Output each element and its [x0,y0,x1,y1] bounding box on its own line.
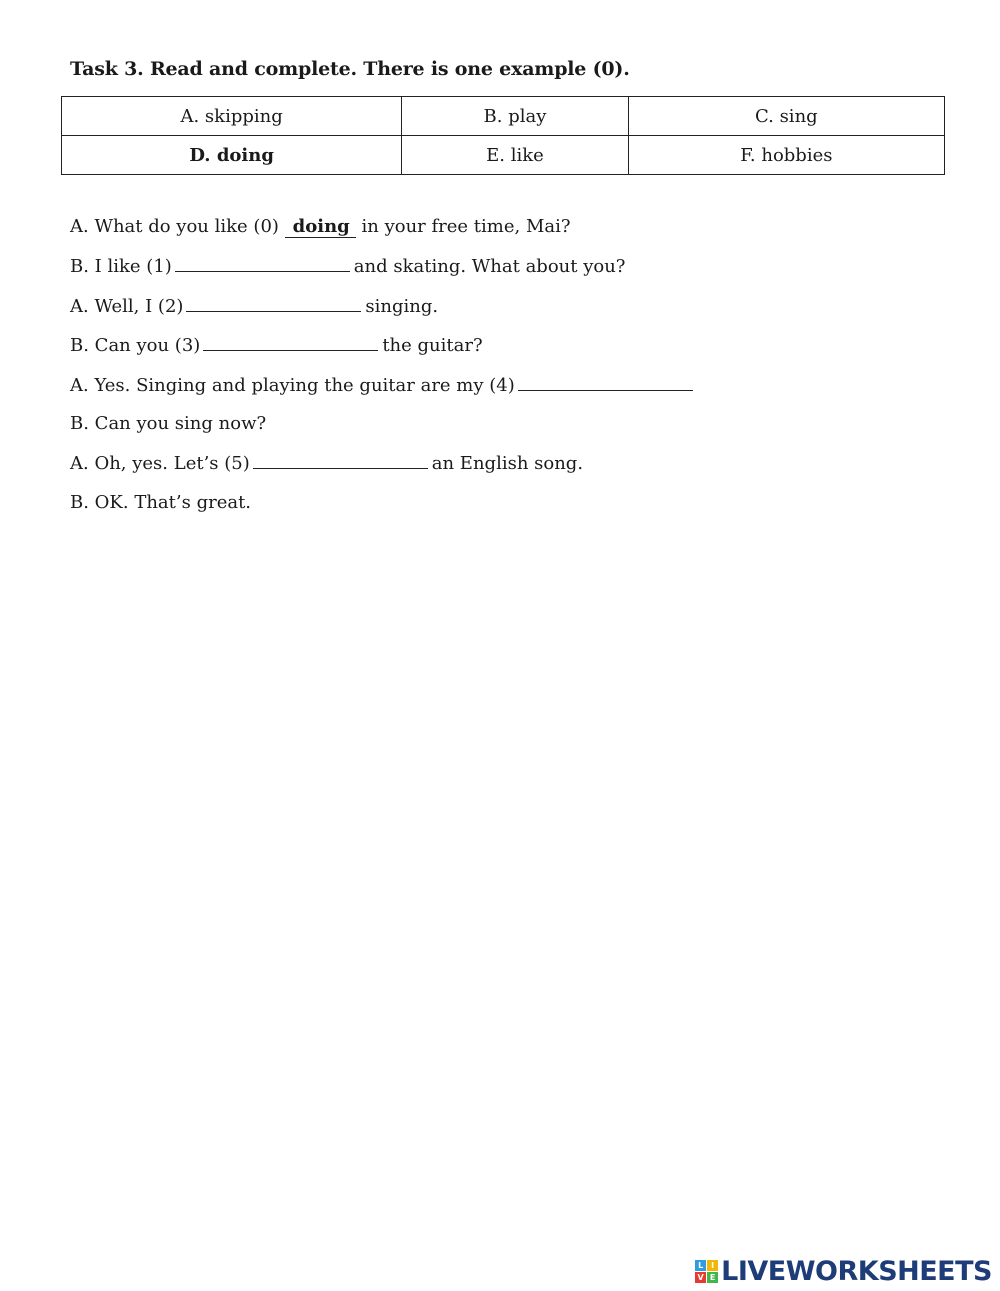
answer-blank-3[interactable] [203,332,378,351]
dialog-text: in your free time, Mai? [361,216,571,237]
word-option-f: F. hobbies [628,136,944,175]
badge-letter: E [707,1272,718,1283]
word-box-table [61,96,945,175]
answer-blank-1[interactable] [175,253,350,272]
answer-blank-4[interactable] [518,372,693,391]
dialog [70,214,697,529]
liveworksheets-logo [695,1253,992,1289]
dialog-line-4 [70,372,697,411]
dialog-text: A. Yes. Singing and playing the guitar are my (4) [70,374,515,396]
word-option-c: C. sing [628,97,944,136]
dialog-line-0 [70,214,697,253]
word-box-row [62,97,945,136]
dialog-text: B. Can you sing now? [70,412,267,434]
dialog-text: A. Oh, yes. Let’s (5) [70,453,250,475]
dialog-text: B. OK. That’s great. [70,491,252,513]
dialog-text: singing. [365,295,439,317]
dialog-line-5 [70,411,697,450]
example-answer: doing [285,217,356,238]
answer-blank-5[interactable] [253,450,428,469]
dialog-text: B. Can you (3) [70,335,201,357]
badge-letter: I [707,1260,718,1271]
word-option-b: B. play [402,97,628,136]
answer-blank-2[interactable] [186,293,361,312]
dialog-line-6 [70,450,697,489]
word-option-d: D. doing [62,136,402,175]
dialog-text: A. What do you like (0) [70,216,279,237]
task-title: Task 3. Read and complete. There is one example (0). [70,58,630,80]
brand-name: LIVEWORKSHEETS [721,1255,992,1287]
dialog-line-1 [70,253,697,292]
badge-letter: V [695,1272,706,1283]
dialog-line-2 [70,293,697,332]
badge-letter: L [695,1260,706,1271]
dialog-text: A. Well, I (2) [70,295,184,317]
dialog-line-7 [70,490,697,529]
word-option-e: E. like [402,136,628,175]
dialog-text: and skating. What about you? [353,256,626,278]
live-badge-icon [695,1260,718,1283]
dialog-line-3 [70,332,697,371]
word-box-row [62,136,945,175]
dialog-text: B. I like (1) [70,256,172,278]
dialog-text: the guitar? [382,335,483,357]
word-option-a: A. skipping [62,97,402,136]
dialog-text: an English song. [431,453,584,475]
